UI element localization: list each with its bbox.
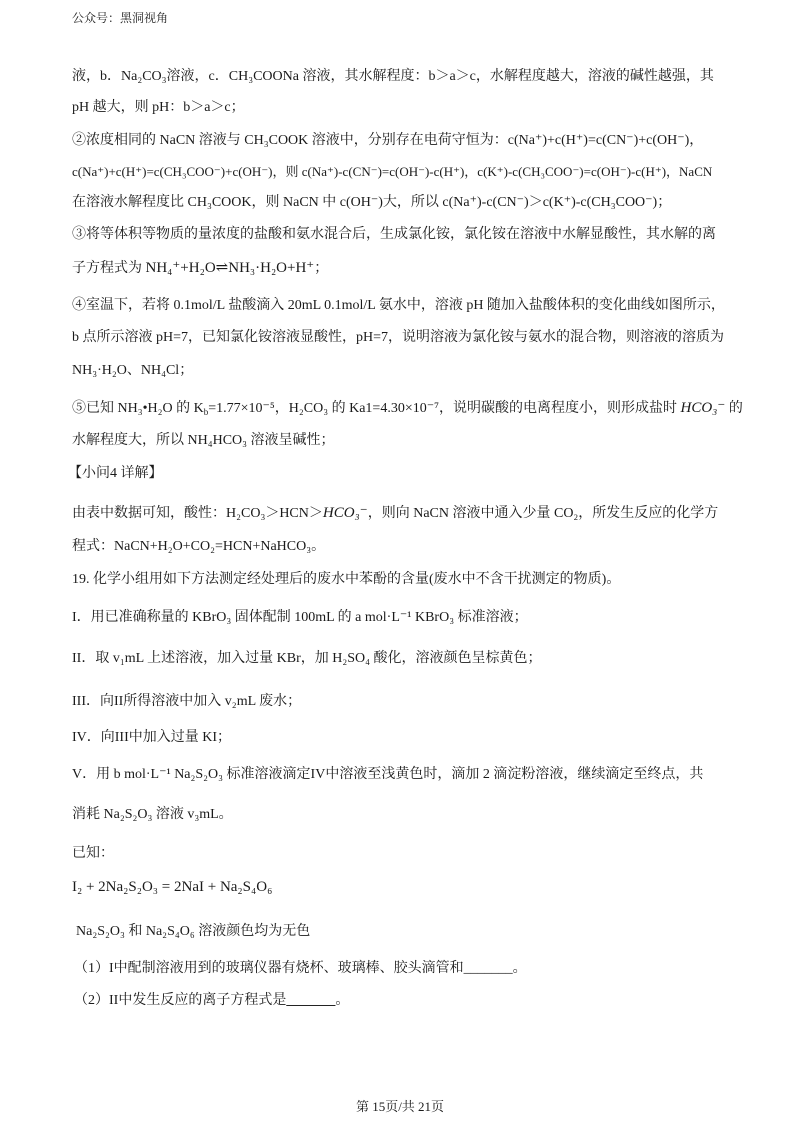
subquestion-1-end: 。	[512, 961, 527, 976]
q4-line-1	[72, 503, 718, 524]
hydrolysis-line-2: pH 越大，则 pH：b＞a＞c；	[72, 100, 245, 115]
q19-step-5: V．用 b mol·L⁻¹ Na₂S₂O₃ 标准溶液滴定IV中溶液至浅黄色时，滴加 2 滴淀粉溶液，继续滴定至终点，共	[72, 767, 704, 782]
subquestion-1-blank: _______	[463, 961, 513, 976]
q19-known-label: 已知：	[72, 846, 114, 861]
q19-subquestion-1	[74, 959, 527, 979]
titration-line-2: b 点所示溶液 pH=7，已知氯化铵溶液显酸性，pH=7，说明溶液为氯化铵与氨水的混合物，则溶液的溶质为	[72, 330, 725, 345]
bicarbonate-text-c: 的	[725, 401, 743, 416]
bicarbonate-text-a: ⑤已知 NH₃•H₂O 的 K	[72, 401, 204, 416]
q4-line-2: 程式：NaCN+H₂O+CO₂=HCN+NaHCO₃。	[72, 539, 326, 554]
q19-step-1: I．用已准确称量的 KBrO₃ 固体配制 100mL 的 a mol·L⁻¹ KBrO₃ 标准溶液；	[72, 610, 528, 625]
subquestion-2-text: （2）II中发生反应的离子方程式是	[74, 993, 287, 1008]
subquestion-1-text: （1）I中配制溶液用到的玻璃仪器有烧杯、玻璃棒、胶头滴管和	[74, 961, 464, 976]
ammonium-line-2	[72, 258, 328, 279]
header-account: 公众号：黑洞视角	[72, 11, 169, 25]
ammonium-hydrolysis-equation: NH₄⁺+H₂O⇌NH₃·H₂O+H⁺	[145, 260, 315, 276]
bicarbonate-ion: HCO₃⁻	[680, 400, 726, 416]
q19-step-3: III．向II所得溶液中加入 v₂mL 废水；	[72, 694, 302, 709]
q4-heading: 【小问4 详解】	[68, 466, 163, 481]
kb-subscript: b	[203, 407, 209, 417]
subquestion-2-blank: _______	[286, 993, 336, 1008]
bicarbonate-line-1	[72, 398, 743, 422]
charge-line-2: c(Na⁺)+c(H⁺)=c(CH₃COO⁻)+c(OH⁻)，则 c(Na⁺)-c(CN⁻)=c(OH⁻)-c(H⁺)，c(K⁺)-c(CH₃COO⁻)=c(OH⁻)-c(H⁺)，NaCN	[72, 164, 713, 179]
q19-subquestion-2	[74, 991, 349, 1011]
q19-step-5-cont: 消耗 Na₂S₂O₃ 溶液 v₃mL。	[72, 807, 233, 822]
bicarbonate-line-2: 水解程度大，所以 NH₄HCO₃ 溶液呈碱性；	[72, 433, 335, 448]
bicarbonate-text-b: =1.77×10⁻⁵，H₂CO₃ 的 Ka1=4.30×10⁻⁷，说明碳酸的电离程度小，则形成盐时	[208, 401, 681, 416]
charge-line-3: 在溶液水解程度比 CH₃COOK，则 NaCN 中 c(OH⁻)大，所以 c(Na⁺)-c(CN⁻)＞c(K⁺)-c(CH₃COO⁻)；	[72, 195, 672, 210]
ammonium-line-2-suffix: ；	[314, 261, 329, 276]
subquestion-2-end: 。	[335, 993, 350, 1008]
q19-step-2: II．取 v₁mL 上述溶液，加入过量 KBr，加 H₂SO₄ 酸化，溶液颜色呈棕黄色；	[72, 651, 542, 666]
q4-text-a: 由表中数据可知，酸性：H₂CO₃＞HCN＞	[72, 506, 323, 521]
ammonium-line-1: ③将等体积等物质的量浓度的盐酸和氨水混合后，生成氯化铵，氯化铵在溶液中水解显酸性，其水解的离	[72, 227, 716, 242]
q19-known-note: Na₂S₂O₃ 和 Na₂S₄O₆ 溶液颜色均为无色	[76, 924, 311, 939]
q4-ion: HCO₃⁻	[322, 505, 368, 521]
q19-step-4: IV．向III中加入过量 KI；	[72, 730, 232, 745]
titration-line-1: ④室温下，若将 0.1mol/L 盐酸滴入 20mL 0.1mol/L 氨水中，溶液 pH 随加入盐酸体积的变化曲线如图所示，	[72, 298, 725, 313]
q19-known-equation: I₂ + 2Na₂S₂O₃ = 2NaI + Na₂S₄O₆	[72, 879, 273, 895]
titration-line-3: NH₃·H₂O、NH₄Cl；	[72, 363, 194, 378]
charge-line-1: ②浓度相同的 NaCN 溶液与 CH₃COOK 溶液中，分别存在电荷守恒为：c(Na⁺)+c(H⁺)=c(CN⁻)+c(OH⁻)，	[72, 133, 704, 148]
ammonium-line-2-prefix: 子方程式为	[72, 261, 146, 276]
q4-text-b: ，则向 NaCN 溶液中通入少量 CO₂，所发生反应的化学方	[367, 506, 719, 521]
q19-intro: 19. 化学小组用如下方法测定经处理后的废水中苯酚的含量(废水中不含干扰测定的物质)。	[72, 572, 621, 587]
footer-page-number: 第 15页/共 21页	[355, 1099, 445, 1114]
hydrolysis-line-1: 液，b．Na₂CO₃溶液，c．CH₃COONa 溶液，其水解程度：b＞a＞c，水解程度越大，溶液的碱性越强，其	[72, 69, 714, 84]
